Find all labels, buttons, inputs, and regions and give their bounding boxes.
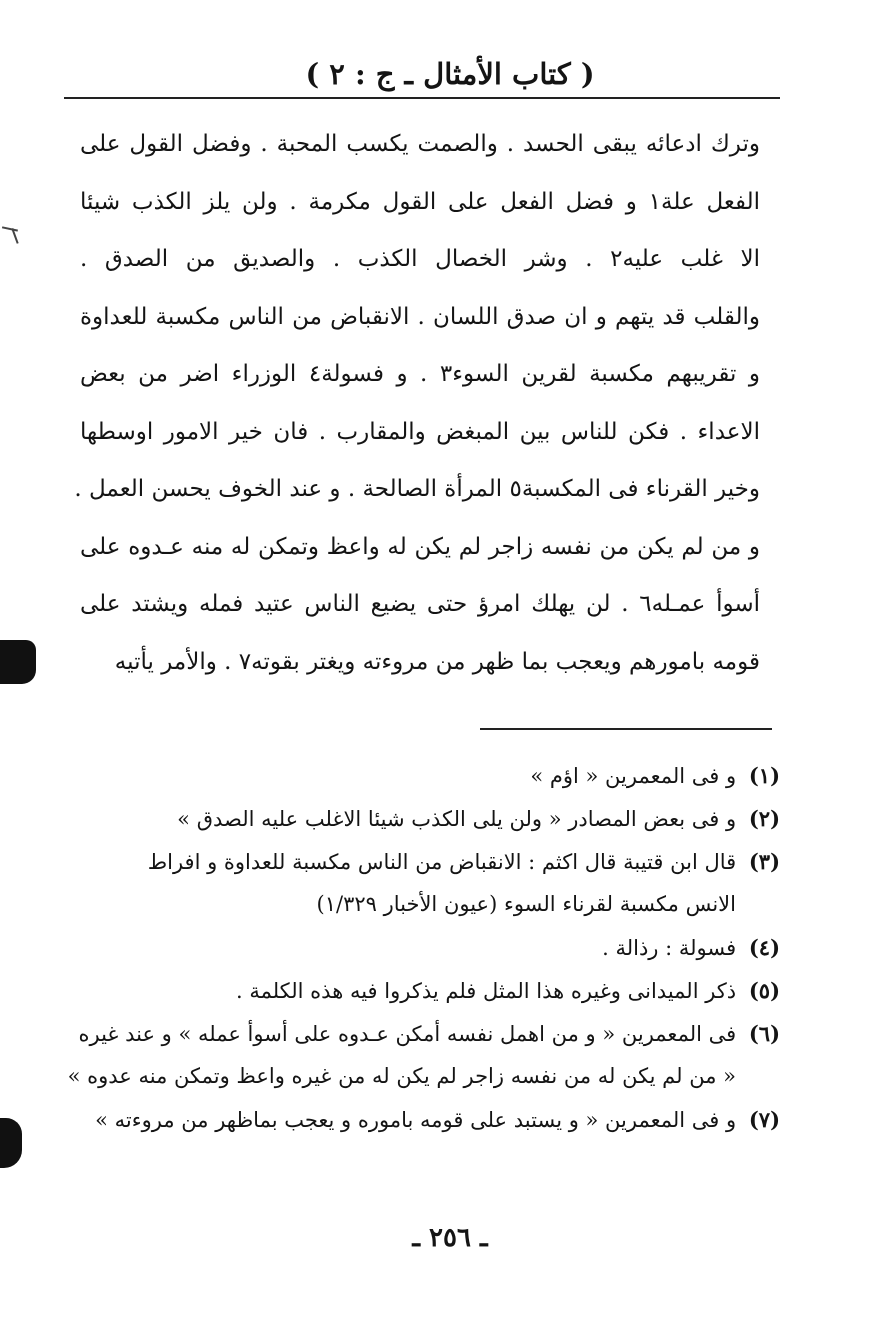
footnote-number: (٢) <box>748 806 780 831</box>
text-line: وترك ادعائه يبقى الحسد . والصمت يكسب المحبة . وفضل القول على <box>80 131 760 157</box>
footnote-4 <box>100 926 780 969</box>
page-header-title: ( كتاب الأمثال ـ ج : ٢ ) <box>305 57 595 91</box>
footnote-5 <box>100 969 780 1012</box>
footnote-text: الانس مكسبة لقرناء السوء (عيون الأخبار ١/٣٢٩) <box>316 892 736 916</box>
footnote-text: و فى بعض المصادر « ولن يلى الكذب شيئا الاغلب عليه الصدق » <box>177 807 737 831</box>
text-line: و تقريبهم مكسبة لقرين السوء٣ . و فسولة٤ الوزراء اضر من بعض <box>80 361 761 387</box>
text-line: قومه بامورهم ويعجب بما ظهر من مروءته ويغتر بقوته٧ . والأمر يأتيه <box>114 648 760 675</box>
footnote-6 <box>78 1012 780 1055</box>
footnote-6-continued <box>67 1055 780 1098</box>
text-line: أسوأ عمـله٦ . لن يهلك امرؤ حتى يضيع الناس عتيد فمله ويشتد على <box>80 591 761 617</box>
footnote-text: فى المعمرين « و من اهمل نفسه أمكن عـدوه على أسوأ عمله » و عند غيره <box>78 1022 737 1046</box>
scan-margin-tick <box>2 222 22 244</box>
footnote-text: و فى المعمرين « اؤم » <box>530 764 737 788</box>
scan-edge-mark <box>0 640 36 684</box>
footnote-text: قال ابن قتيبة قال اكثم : الانقباض من الناس مكسبة للعداوة و افراط <box>147 850 737 874</box>
text-line: والقلب قد يتهم و ان صدق اللسان . الانقباض من الناس مكسبة للعداوة <box>80 303 760 330</box>
footnote-number: (٣) <box>748 849 780 874</box>
text-line: و من لم يكن من نفسه زاجر لم يكن له واعظ وتمكن له منه عـدوه على <box>80 533 760 560</box>
footnote-number: (٤) <box>748 935 780 960</box>
footnote-2 <box>100 797 780 840</box>
footnote-text: ذكر الميدانى وغيره هذا المثل فلم يذكروا فيه هذه الكلمة . <box>235 979 737 1003</box>
footnotes <box>67 754 780 1141</box>
footnote-1 <box>100 754 780 797</box>
footnote-text: فسولة : رذالة . <box>602 936 737 960</box>
footnote-number: (٦) <box>748 1021 780 1046</box>
text-line: الفعل علة١ و فضل الفعل على القول مكرمة . ولن يلز الكذب شيئا <box>80 188 760 215</box>
header-rule <box>64 97 780 99</box>
footnote-3 <box>100 840 780 883</box>
text-line: الاعداء . فكن للناس بين المبغض والمقارب . فان خير الامور اوسطها <box>80 418 760 445</box>
page-number: ـ ٢٥٦ ـ <box>412 1223 488 1253</box>
main-text <box>74 116 761 691</box>
text-line: الا غلب عليه٢ . وشر الخصال الكذب . والصديق من الصدق . <box>80 246 760 272</box>
footnote-number: (٧) <box>748 1107 780 1132</box>
text-line: وخير القرناء فى المكسبة٥ المرأة الصالحة . و عند الخوف يحسن العمل . <box>74 476 760 502</box>
footnote-3-continued <box>100 883 780 926</box>
footnote-7 <box>95 1098 780 1141</box>
footnote-text: و فى المعمرين « و يستبد على قومه باموره و يعجب بماظهر من مروءته » <box>95 1108 737 1132</box>
footnote-number: (٥) <box>748 978 780 1003</box>
footnote-text: « من لم يكن له من نفسه زاجر لم يكن له من غيره واعظ وتمكن منه عدوه » <box>67 1064 736 1088</box>
footnote-separator <box>480 728 772 730</box>
footnote-number: (١) <box>748 763 780 788</box>
